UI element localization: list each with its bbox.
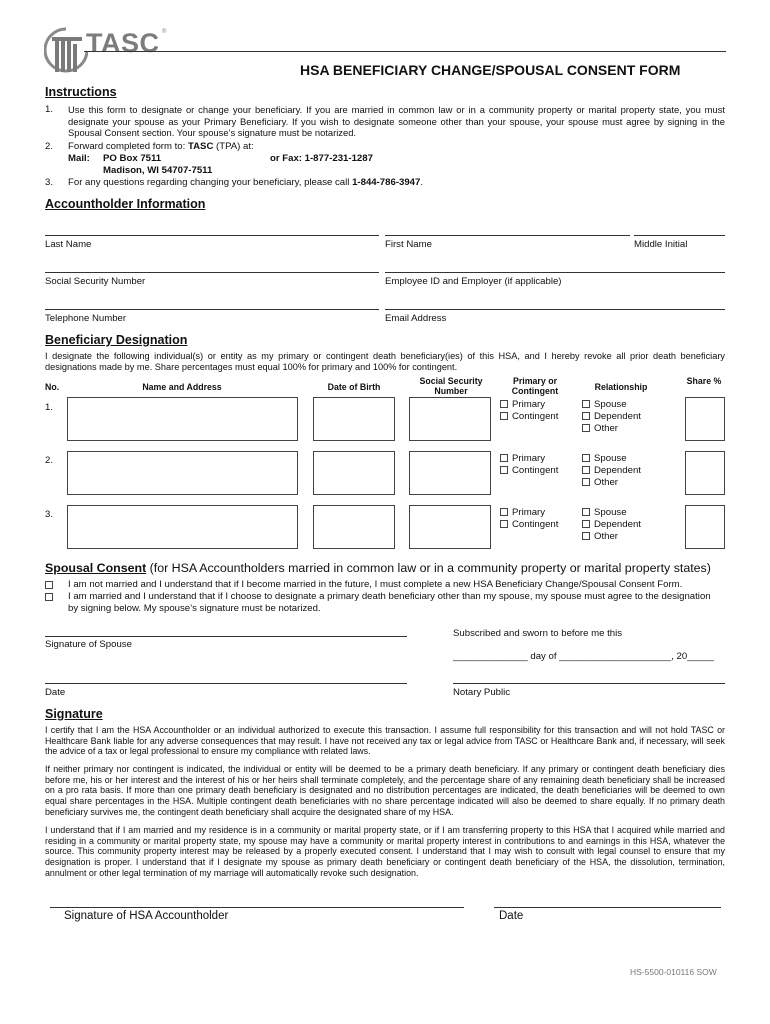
subscribed-text: Subscribed and sworn to before me this: [453, 628, 623, 639]
beneficiary-intro: I designate the following individual(s) or entity as my primary or contingent death beneficiary(ies) of this HSA, and I hereby revoke all prior death beneficiary designations made by me. Share percentages must equal 100% for primary and 100% for contingent.: [45, 351, 725, 372]
first-name-field[interactable]: [385, 235, 630, 236]
instruction-item-3-suffix: .: [420, 177, 424, 188]
dependent-option-label: Dependent: [594, 519, 641, 530]
not-married-label: I am not married and I understand that if I become married in the future, I must complete a new HSA Beneficiary Change/Spousal Consent Form.: [68, 579, 683, 590]
ssn-field[interactable]: [45, 272, 379, 273]
beneficiary-3-share-field[interactable]: [685, 505, 725, 549]
col-relationship-header: Relationship: [594, 382, 648, 392]
other-option-label: Other: [594, 531, 618, 542]
header-rule: [84, 51, 726, 52]
accountholder-signature-field[interactable]: [50, 907, 464, 908]
instruction-item-3: [68, 177, 423, 188]
form-title: HSA BENEFICIARY CHANGE/SPOUSAL CONSENT FORM: [300, 62, 681, 78]
signature-heading: Signature: [45, 707, 103, 721]
checkbox-icon: [582, 424, 590, 432]
checkbox-icon: [582, 520, 590, 528]
other-option-label: Other: [594, 477, 618, 488]
instruction-number-3: 3.: [45, 177, 54, 188]
married-label: I am married and I understand that if I choose to designate a primary death beneficiary other than my spouse, my spouse must agree to the designation by signing below. My spouse’s signature must be notarized.: [68, 591, 711, 614]
registered-mark: ®: [162, 29, 167, 35]
beneficiary-row-number: 1.: [45, 402, 54, 413]
beneficiary-3-ssn-field[interactable]: [409, 505, 491, 549]
beneficiary-2-name-address-field[interactable]: [67, 451, 298, 495]
beneficiary-heading: Beneficiary Designation: [45, 333, 188, 347]
contingent-option-label: Contingent: [512, 465, 559, 476]
ssn-label: Social Security Number: [45, 276, 146, 287]
checkbox-icon: [45, 593, 53, 601]
accountholder-date-label: Date: [499, 910, 524, 922]
beneficiary-1-primary-checkbox[interactable]: [500, 399, 545, 411]
spousal-consent-heading: [45, 561, 711, 575]
beneficiary-3-primary-checkbox[interactable]: [500, 507, 545, 519]
mail-address-line-1: PO Box 7511: [103, 153, 162, 164]
instruction-item-2: [68, 141, 254, 152]
spouse-signature-label: Signature of Spouse: [45, 639, 132, 650]
notary-day-field[interactable]: ______________ day of _____________________, 20_____: [453, 651, 714, 662]
first-name-label: First Name: [385, 239, 432, 250]
col-no-header: No.: [45, 382, 60, 392]
beneficiary-2-contingent-checkbox[interactable]: [500, 465, 558, 477]
primary-option-label: Primary: [512, 453, 546, 464]
beneficiary-3-name-address-field[interactable]: [67, 505, 298, 549]
employee-id-label: Employee ID and Employer (if applicable): [385, 276, 562, 287]
beneficiary-1-ssn-field[interactable]: [409, 397, 491, 441]
email-field[interactable]: [385, 309, 725, 310]
form-code: HS-5500-010116 SOW: [630, 967, 717, 977]
telephone-field[interactable]: [45, 309, 379, 310]
spousal-consent-subtitle: (for HSA Accountholders married in common law or in a community property or marital property states): [146, 561, 711, 575]
middle-initial-field[interactable]: [634, 235, 725, 236]
instructions-heading: Instructions: [45, 85, 117, 99]
primary-option-label: Primary: [512, 507, 546, 518]
spouse-date-label: Date: [45, 687, 66, 698]
notary-public-label: Notary Public: [453, 687, 511, 698]
primary-option-label: Primary: [512, 399, 546, 410]
spouse-signature-field[interactable]: [45, 636, 407, 637]
col-ssn-header: Social Security Number: [419, 376, 483, 396]
instruction-item-2-prefix: Forward completed form to:: [68, 141, 188, 152]
checkbox-icon: [582, 454, 590, 462]
signature-community-property-text: I understand that if I am married and my residence is in a community or marital property state, or if I am transferring property to this HSA that I acquired while married and residing in a community or marital property state, my spouse may have a community or marital property interest in contributions to and earnings in this HSA, whatever the source. This community property interest may be released by a properly executed consent. I understand that I may wish to consult with legal counsel to ensure that my designation is proper. I understand that if I designate my spouse as primary death beneficiary or contingent death beneficiary of the HSA, the dissolution, termination, annulment or other legal termination of my marriage will automatically revoke such designation.: [45, 825, 725, 878]
checkbox-icon: [582, 478, 590, 486]
beneficiary-3-other-checkbox[interactable]: [582, 531, 618, 543]
accountholder-date-field[interactable]: [494, 907, 721, 908]
beneficiary-row-number: 2.: [45, 455, 54, 466]
instruction-item-3-prefix: For any questions regarding changing your beneficiary, please call: [68, 177, 353, 188]
col-name-header: Name and Address: [142, 382, 222, 392]
accountholder-signature-label: Signature of HSA Accountholder: [64, 910, 229, 922]
dependent-option-label: Dependent: [594, 411, 641, 422]
beneficiary-1-name-address-field[interactable]: [67, 397, 298, 441]
other-option-label: Other: [594, 423, 618, 434]
instruction-number-1: 1.: [45, 104, 54, 115]
signature-certification-text: I certify that I am the HSA Accountholder or an individual authorized to execute this transaction. I assume full responsibility for this transaction and will not hold TASC or Healthcare Bank liable for any adverse consequences that may result. I have not received any tax or legal advice from TASC or Healthcare Bank and, if necessary, will seek the advice of a tax or legal professional to ensure my compliance with related laws.: [45, 725, 725, 757]
instruction-item-2-suffix: (TPA) at:: [213, 141, 254, 152]
spouse-option-label: Spouse: [594, 399, 627, 410]
beneficiary-1-spouse-checkbox[interactable]: [582, 399, 627, 411]
mail-label: Mail:: [68, 153, 90, 164]
fax-number: or Fax: 1-877-231-1287: [270, 153, 373, 164]
signature-beneficiary-rules-text: If neither primary nor contingent is indicated, the individual or entity will be deemed to be a primary death beneficiary. If any primary or contingent death beneficiary dies before me, his or her interest and the interest of his or her heirs shall terminate completely, and the percentage share of any remaining death beneficiary shall be increased on a pro rata basis. If more than one primary death beneficiary is designated and no distribution percentages are indicated, the death beneficiaries will be deemed to own equal share percentages in the HSA. Multiple contingent death beneficiaries with no share percentage indicated will also be deemed to share equally. If no primary death beneficiary survives me, the contingent death beneficiary shall acquire the designated share of my HSA.: [45, 764, 725, 817]
contingent-option-label: Contingent: [512, 519, 559, 530]
beneficiary-1-dob-field[interactable]: [313, 397, 395, 441]
notary-public-field[interactable]: [453, 683, 725, 684]
tasc-logo: [44, 27, 174, 77]
beneficiary-2-share-field[interactable]: [685, 451, 725, 495]
checkbox-icon: [500, 520, 508, 528]
checkbox-icon: [582, 412, 590, 420]
last-name-field[interactable]: [45, 235, 379, 236]
checkbox-icon: [500, 412, 508, 420]
checkbox-icon: [582, 400, 590, 408]
checkbox-icon: [582, 508, 590, 516]
beneficiary-2-other-checkbox[interactable]: [582, 477, 618, 489]
spousal-consent-title: Spousal Consent: [45, 561, 147, 575]
checkbox-icon: [500, 508, 508, 516]
beneficiary-3-dob-field[interactable]: [313, 505, 395, 549]
checkbox-icon: [582, 466, 590, 474]
checkbox-icon: [45, 581, 53, 589]
beneficiary-3-contingent-checkbox[interactable]: [500, 519, 558, 531]
instruction-item-1: Use this form to designate or change your beneficiary. If you are married in common law or in a community property or marital property state, you must designate your spouse as your Primary Beneficiary. If you wish to designate someone other than your spouse, your spouse must agree by signing in the Spousal Consent section. Your spouse’s signature must be notarized.: [68, 104, 725, 139]
checkbox-icon: [500, 454, 508, 462]
employee-id-field[interactable]: [385, 272, 725, 273]
email-label: Email Address: [385, 313, 447, 324]
spouse-date-field[interactable]: [45, 683, 407, 684]
contingent-option-label: Contingent: [512, 411, 559, 422]
beneficiary-2-spouse-checkbox[interactable]: [582, 453, 627, 465]
beneficiary-3-dependent-checkbox[interactable]: [582, 519, 641, 531]
mail-address-line-2: Madison, WI 54707-7511: [103, 165, 213, 176]
instruction-item-2-tasc: TASC: [187, 141, 214, 152]
beneficiary-2-ssn-field[interactable]: [409, 451, 491, 495]
telephone-label: Telephone Number: [45, 313, 127, 324]
col-dob-header: Date of Birth: [327, 382, 381, 392]
tasc-logo-icon: [44, 27, 88, 75]
checkbox-icon: [582, 532, 590, 540]
middle-initial-label: Middle Initial: [634, 239, 688, 250]
beneficiary-2-primary-checkbox[interactable]: [500, 453, 545, 465]
tasc-logo-text: TASC: [86, 28, 160, 58]
accountholder-heading: Accountholder Information: [45, 197, 206, 211]
dependent-option-label: Dependent: [594, 465, 641, 476]
col-share-header: Share %: [686, 376, 722, 386]
col-type-header: Primary or Contingent: [511, 376, 559, 396]
beneficiary-3-spouse-checkbox[interactable]: [582, 507, 627, 519]
married-checkbox[interactable]: [45, 592, 57, 603]
beneficiary-1-dependent-checkbox[interactable]: [582, 411, 641, 423]
spouse-option-label: Spouse: [594, 453, 627, 464]
beneficiary-1-contingent-checkbox[interactable]: [500, 411, 558, 423]
spouse-option-label: Spouse: [594, 507, 627, 518]
beneficiary-2-dependent-checkbox[interactable]: [582, 465, 641, 477]
instruction-number-2: 2.: [45, 141, 54, 152]
beneficiary-row-number: 3.: [45, 509, 54, 520]
last-name-label: Last Name: [45, 239, 92, 250]
beneficiary-1-other-checkbox[interactable]: [582, 423, 618, 435]
checkbox-icon: [500, 466, 508, 474]
checkbox-icon: [500, 400, 508, 408]
beneficiary-1-share-field[interactable]: [685, 397, 725, 441]
beneficiary-2-dob-field[interactable]: [313, 451, 395, 495]
support-phone: 1-844-786-3947: [352, 177, 421, 188]
not-married-checkbox[interactable]: [45, 580, 57, 591]
